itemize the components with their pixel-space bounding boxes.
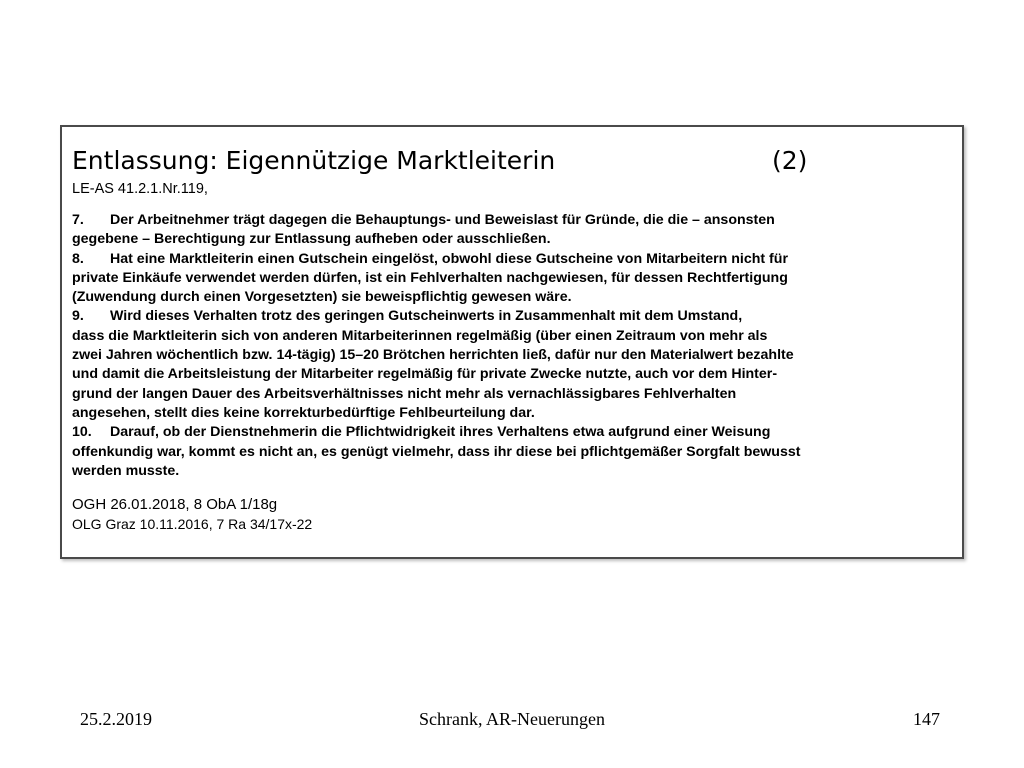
citation-olg: OLG Graz 10.11.2016, 7 Ra 34/17x-22	[72, 516, 313, 533]
paragraph-line	[72, 211, 950, 230]
paragraph-number: 9.	[72, 308, 84, 325]
reference-line: LE-AS 41.2.1.Nr.119,	[72, 181, 208, 197]
paragraph-9	[72, 307, 950, 423]
paragraph-line: offenkundig war, kommt es nicht an, es genügt vielmehr, dass ihr diese bei pflichtgemäßer Sorgfalt bewusst	[72, 443, 801, 460]
paragraph-line: private Einkäufe verwendet werden dürfen, ist ein Fehlverhalten nachgewiesen, für dessen Rechtfertigung	[72, 269, 788, 286]
content-box	[60, 125, 964, 559]
paragraph-list	[72, 211, 950, 481]
paragraph-number: 7.	[72, 212, 84, 228]
paragraph-text: Hat eine Marktleiterin einen Gutschein eingelöst, obwohl diese Gutscheine von Mitarbeitern nicht für	[110, 250, 788, 267]
paragraph-line: und damit die Arbeitsleistung der Mitarbeiter regelmäßig für private Zwecke nutzte, auch vor dem Hinter-	[72, 366, 778, 383]
slide-title: Entlassung: Eigennützige Marktleiterin	[72, 146, 556, 175]
footer-page-number: 147	[913, 709, 940, 729]
spacer	[72, 199, 950, 211]
citation-ogh: OGH 26.01.2018, 8 ObA 1/18g	[72, 496, 278, 514]
footer-title: Schrank, AR-Neuerungen	[419, 709, 605, 729]
paragraph-number: 8.	[72, 250, 84, 267]
paragraph-number: 10.	[72, 424, 92, 441]
paragraph-text: Darauf, ob der Dienstnehmerin die Pflichtwidrigkeit ihres Verhaltens etwa aufgrund einer Weisung	[110, 424, 771, 441]
footer-date: 25.2.2019	[80, 709, 152, 729]
paragraph-line	[72, 307, 950, 326]
paragraph-line: werden musste.	[72, 462, 180, 479]
paragraph-line: zwei Jahren wöchentlich bzw. 14-tägig) 15–20 Brötchen herrichten ließ, dafür nur den Materialwert bezahlte	[72, 347, 794, 364]
paragraph-7	[72, 211, 950, 250]
paragraph-text: Der Arbeitnehmer trägt dagegen die Behauptungs- und Beweislast für Gründe, die die – ansonsten	[110, 212, 775, 228]
paragraph-line	[72, 423, 950, 442]
title-row	[72, 143, 950, 179]
paragraph-text: Wird dieses Verhalten trotz des geringen Gutscheinwerts in Zusammenhalt mit dem Umstand,	[110, 308, 743, 325]
paragraph-line	[72, 250, 950, 269]
paragraph-line: dass die Marktleiterin sich von anderen Mitarbeiterinnen regelmäßig (über einen Zeitraum von mehr als	[72, 327, 768, 344]
paragraph-8	[72, 250, 950, 308]
paragraph-line: gegebene – Berechtigung zur Entlassung aufheben oder ausschließen.	[72, 231, 551, 248]
citations	[72, 495, 950, 533]
paragraph-line: grund der langen Dauer des Arbeitsverhältnisses nicht mehr als vernachlässigbares Fehlverhalten	[72, 385, 737, 402]
slide-title-number: (2)	[772, 146, 808, 175]
paragraph-10	[72, 423, 950, 481]
paragraph-line: angesehen, stellt dies keine korrekturbedürftige Fehlbeurteilung dar.	[72, 404, 535, 421]
paragraph-line: (Zuwendung durch einen Vorgesetzten) sie beweispflichtig gewesen wäre.	[72, 289, 572, 306]
